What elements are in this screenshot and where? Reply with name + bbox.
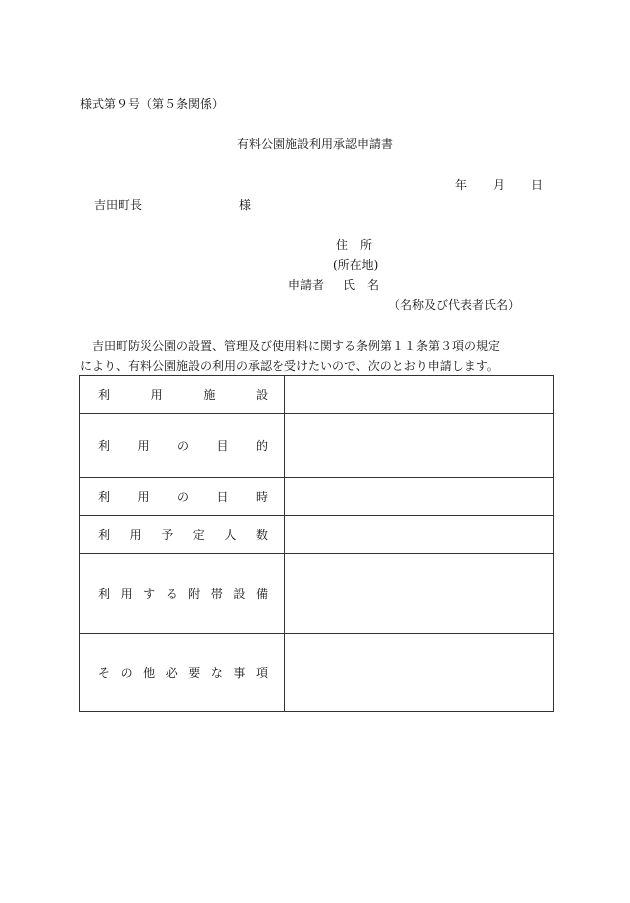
label-char: 用 (150, 388, 163, 402)
equipment-value-field[interactable] (285, 554, 554, 634)
label-char: 用 (137, 439, 150, 453)
addressee-suffix: 様 (239, 198, 252, 212)
label-char: そ (98, 666, 111, 680)
label-char: 項 (255, 666, 268, 680)
row-label (80, 488, 284, 505)
label-char: 予 (161, 528, 174, 542)
label-char: 備 (255, 587, 268, 601)
date-year-label: 年 (455, 178, 468, 192)
form-number: 様式第９号（第５条関係） (80, 97, 225, 111)
table-row-equipment (80, 554, 554, 634)
table-row-purpose (80, 414, 554, 478)
label-char: の (176, 439, 189, 453)
label-char: 事 (233, 666, 246, 680)
label-char: 利 (98, 587, 111, 601)
label-char: 利 (98, 388, 111, 402)
label-char: 目 (216, 439, 229, 453)
label-char: 日 (216, 490, 229, 504)
row-label (80, 386, 284, 403)
date-line (455, 177, 543, 193)
row-label-cell (80, 376, 285, 414)
label-char: 必 (165, 666, 178, 680)
row-label-cell (80, 516, 285, 554)
row-label-cell (80, 634, 285, 712)
address-label: 住 所 (336, 238, 373, 252)
table-row-other (80, 634, 554, 712)
label-char: す (143, 587, 156, 601)
label-char: な (210, 666, 223, 680)
label-char: 的 (255, 439, 268, 453)
label-char: 利 (98, 528, 111, 542)
other-value-field[interactable] (285, 634, 554, 712)
label-char: 時 (255, 490, 268, 504)
label-char: 用 (137, 490, 150, 504)
datetime-value-field[interactable] (285, 478, 554, 516)
label-char: 利 (98, 490, 111, 504)
label-char: 用 (129, 528, 142, 542)
label-char: 施 (203, 388, 216, 402)
label-char: 他 (143, 666, 156, 680)
addressee-name: 吉田町長 (94, 198, 143, 212)
label-char: 定 (192, 528, 205, 542)
row-label (80, 585, 284, 602)
label-char: 用 (120, 587, 133, 601)
purpose-value-field[interactable] (285, 414, 554, 478)
table-row-facility (80, 376, 554, 414)
table-row-attendance (80, 516, 554, 554)
label-char: 帯 (210, 587, 223, 601)
statement-line-2: により、有料公園施設の利用の承認を受けたいので、次のとおり申請します。 (80, 359, 499, 373)
row-label-cell (80, 554, 285, 634)
date-day-label: 日 (531, 178, 544, 192)
row-label (80, 664, 284, 681)
label-char: 設 (233, 587, 246, 601)
label-char: 利 (98, 439, 111, 453)
label-char: 人 (224, 528, 237, 542)
label-char: 附 (188, 587, 201, 601)
row-label (80, 437, 284, 454)
label-char: 要 (188, 666, 201, 680)
row-label (80, 526, 284, 543)
row-label-cell (80, 414, 285, 478)
application-table (79, 375, 554, 712)
application-statement (80, 336, 554, 376)
label-char: る (165, 587, 178, 601)
document-title: 有料公園施設利用承認申請書 (236, 137, 393, 151)
facility-value-field[interactable] (285, 376, 554, 414)
name-label: 氏 名 (343, 278, 380, 292)
statement-line-1: 吉田町防災公園の設置、管理及び使用料に関する条例第１１条第３項の規定 (92, 339, 501, 353)
applicant-label: 申請者 (288, 278, 325, 292)
row-label-cell (80, 478, 285, 516)
label-char: 設 (255, 388, 268, 402)
label-char: 数 (255, 528, 268, 542)
name-note: （名称及び代表者氏名） (388, 298, 521, 312)
table-row-datetime (80, 478, 554, 516)
label-char: の (176, 490, 189, 504)
location-label: (所在地) (333, 258, 379, 272)
date-month-label: 月 (493, 178, 506, 192)
attendance-value-field[interactable] (285, 516, 554, 554)
label-char: の (120, 666, 133, 680)
